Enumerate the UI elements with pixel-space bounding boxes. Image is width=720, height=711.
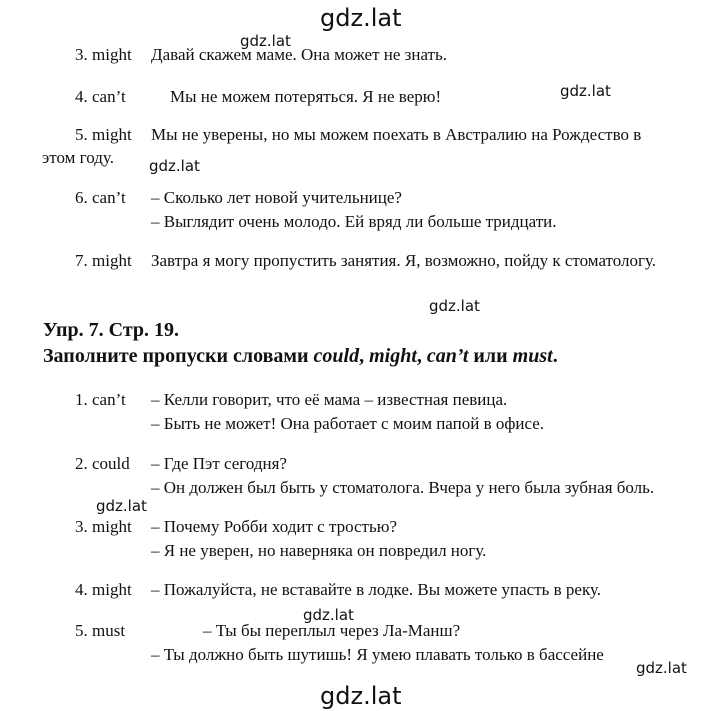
watermark: gdz.lat [636, 659, 687, 677]
dialogue-line: – Он должен был быть у стоматолога. Вчера у него была зубная боль. [151, 478, 655, 497]
item-number: 3. might [75, 45, 132, 64]
dialogue-line: – Быть не может! Она работает с моим папой в офисе. [151, 414, 545, 433]
dialogue-line: – Почему Робби ходит с тростью? [151, 517, 397, 536]
item-number: 4. can’t [75, 87, 126, 106]
instruction-end: . [552, 345, 558, 367]
separator: , [359, 345, 370, 367]
separator: или [468, 345, 513, 367]
dialogue-line: – Ты должно быть шутишь! Я умею плавать только в бассейне [151, 645, 604, 664]
dialogue-line: – Ты бы переплыл через Ла-Манш? [203, 621, 461, 640]
option-word: can’t [426, 345, 469, 367]
item-number: 7. might [75, 251, 132, 270]
exercise-instruction [43, 344, 558, 368]
separator: , [416, 345, 427, 367]
dialogue-line: – Сколько лет новой учительнице? [151, 188, 402, 207]
item-number: 2. could [75, 454, 130, 473]
dialogue-line: – Выглядит очень молодо. Ей вряд ли больше тридцати. [151, 212, 557, 231]
dialogue-line: – Где Пэт сегодня? [151, 454, 287, 473]
instruction-prefix: Заполните пропуски словами [43, 345, 314, 367]
item-text: – Пожалуйста, не вставайте в лодке. Вы можете упасть в реку. [151, 580, 602, 599]
dialogue-line: – Келли говорит, что её мама – известная певица. [151, 390, 508, 409]
item-number: 5. might [75, 125, 132, 144]
option-word: might [369, 345, 417, 367]
watermark: gdz.lat [303, 606, 354, 624]
watermark: gdz.lat [240, 32, 291, 50]
exercise-title: Упр. 7. Стр. 19. [43, 319, 180, 341]
item-number: 3. might [75, 517, 132, 536]
item-number: 6. can’t [75, 188, 126, 207]
watermark-top: gdz.lat [320, 4, 402, 32]
item-text: Завтра я могу пропустить занятия. Я, возможно, пойду к стоматологу. [151, 251, 657, 270]
item-text: Мы не уверены, но мы можем поехать в Австралию на Рождество в [151, 125, 642, 144]
dialogue-line: – Я не уверен, но наверняка он повредил ногу. [151, 541, 487, 560]
item-text-continued: этом году. [42, 148, 114, 167]
item-number: 4. might [75, 580, 132, 599]
watermark: gdz.lat [560, 82, 611, 100]
watermark: gdz.lat [429, 297, 480, 315]
watermark: gdz.lat [149, 157, 200, 175]
item-text: Давай скажем маме. Она может не знать. [151, 45, 447, 64]
option-word: could [313, 345, 360, 367]
item-number: 5. must [75, 621, 126, 640]
watermark-bottom: gdz.lat [320, 682, 402, 710]
option-word: must [512, 345, 553, 367]
item-text: Мы не можем потеряться. Я не верю! [170, 87, 442, 106]
item-number: 1. can’t [75, 390, 126, 409]
watermark: gdz.lat [96, 497, 147, 515]
